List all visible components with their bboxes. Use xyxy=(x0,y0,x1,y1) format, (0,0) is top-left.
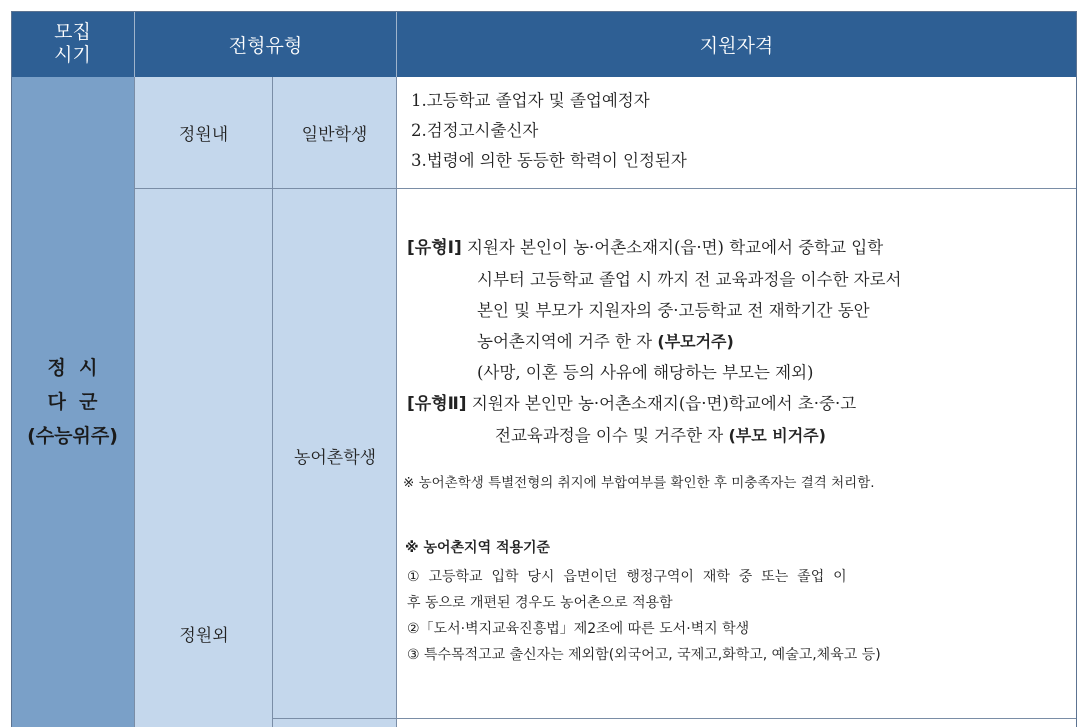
row2-subtype-label: 농어촌학생 xyxy=(293,448,377,468)
period-line2: 다 군 xyxy=(47,391,98,413)
criteria-item-2: ②「도서·벽지교육진흥법」제2조에 따른 도서·벽지 학생 xyxy=(407,621,750,637)
type2-label: [유형Ⅱ] xyxy=(407,394,467,414)
row3-qualification-stub xyxy=(397,719,1076,727)
row1-item-2: 2.검정고시출신자 xyxy=(411,121,539,140)
row2-category xyxy=(135,189,273,727)
row1-item-3: 3.법령에 의한 동등한 학력이 인정된자 xyxy=(411,151,687,170)
row2-qualification xyxy=(397,189,1076,719)
header-type-label: 전형유형 xyxy=(228,34,303,57)
type1-line4: 농어촌지역에 거주 한 자 xyxy=(477,332,653,351)
period-line1: 정 시 xyxy=(47,357,98,379)
type2-line1: 지원자 본인만 농·어촌소재지(읍·면)학교에서 초·중·고 xyxy=(471,394,857,413)
criteria-item-1: ① 고등학교 입학 당시 읍면이던 행정구역이 재학 중 또는 졸업 이 xyxy=(407,569,847,585)
criteria-title: ※ 농어촌지역 적용기준 xyxy=(405,540,551,556)
row1-subtype-label: 일반학생 xyxy=(301,125,368,145)
row1-category-label: 정원내 xyxy=(178,125,229,145)
type1-line2: 시부터 고등학교 졸업 시 까지 전 교육과정을 이수한 자로서 xyxy=(477,270,902,289)
notice-text: ※ 농어촌학생 특별전형의 취지에 부합여부를 확인한 후 미충족자는 결격 처리함. xyxy=(403,475,875,491)
type1-note: (사망, 이혼 등의 사유에 해당하는 부모는 제외) xyxy=(477,363,814,382)
period-line3: (수능위주) xyxy=(27,425,118,447)
type1-emph: (부모거주) xyxy=(657,332,734,351)
header-type xyxy=(135,11,397,77)
header-period xyxy=(11,11,135,77)
type1-line1: 지원자 본인이 농·어촌소재지(읍·면) 학교에서 중학교 입학 xyxy=(466,238,884,257)
header-period-line1: 모집 xyxy=(54,21,91,43)
type1-label: [유형Ⅰ] xyxy=(407,238,462,258)
criteria-item-3: ③ 특수목적고교 출신자는 제외함(외국어고, 국제고,화학고, 예술고,체육고 등) xyxy=(407,647,881,663)
period-cell xyxy=(11,77,135,727)
row1-qualification xyxy=(397,77,1076,189)
header-qualification-label: 지원자격 xyxy=(699,34,774,57)
row2-category-label: 정원외 xyxy=(179,626,229,646)
header-qualification xyxy=(397,11,1076,77)
row2-subtype-lower xyxy=(273,719,397,727)
criteria-item-1-cont: 후 동으로 개편된 경우도 농어촌으로 적용함 xyxy=(407,595,673,611)
row2-subtype xyxy=(273,189,397,719)
type2-line2: 전교육과정을 이수 및 거주한 자 xyxy=(495,426,724,445)
row1-category xyxy=(135,77,273,189)
header-period-line2: 시기 xyxy=(54,44,91,66)
row1-subtype xyxy=(273,77,397,189)
type2-emph: (부모 비거주) xyxy=(728,426,826,445)
type1-line3: 본인 및 부모가 지원자의 중·고등학교 전 재학기간 동안 xyxy=(477,301,870,320)
row1-item-1: 1.고등학교 졸업자 및 졸업예정자 xyxy=(411,91,650,110)
